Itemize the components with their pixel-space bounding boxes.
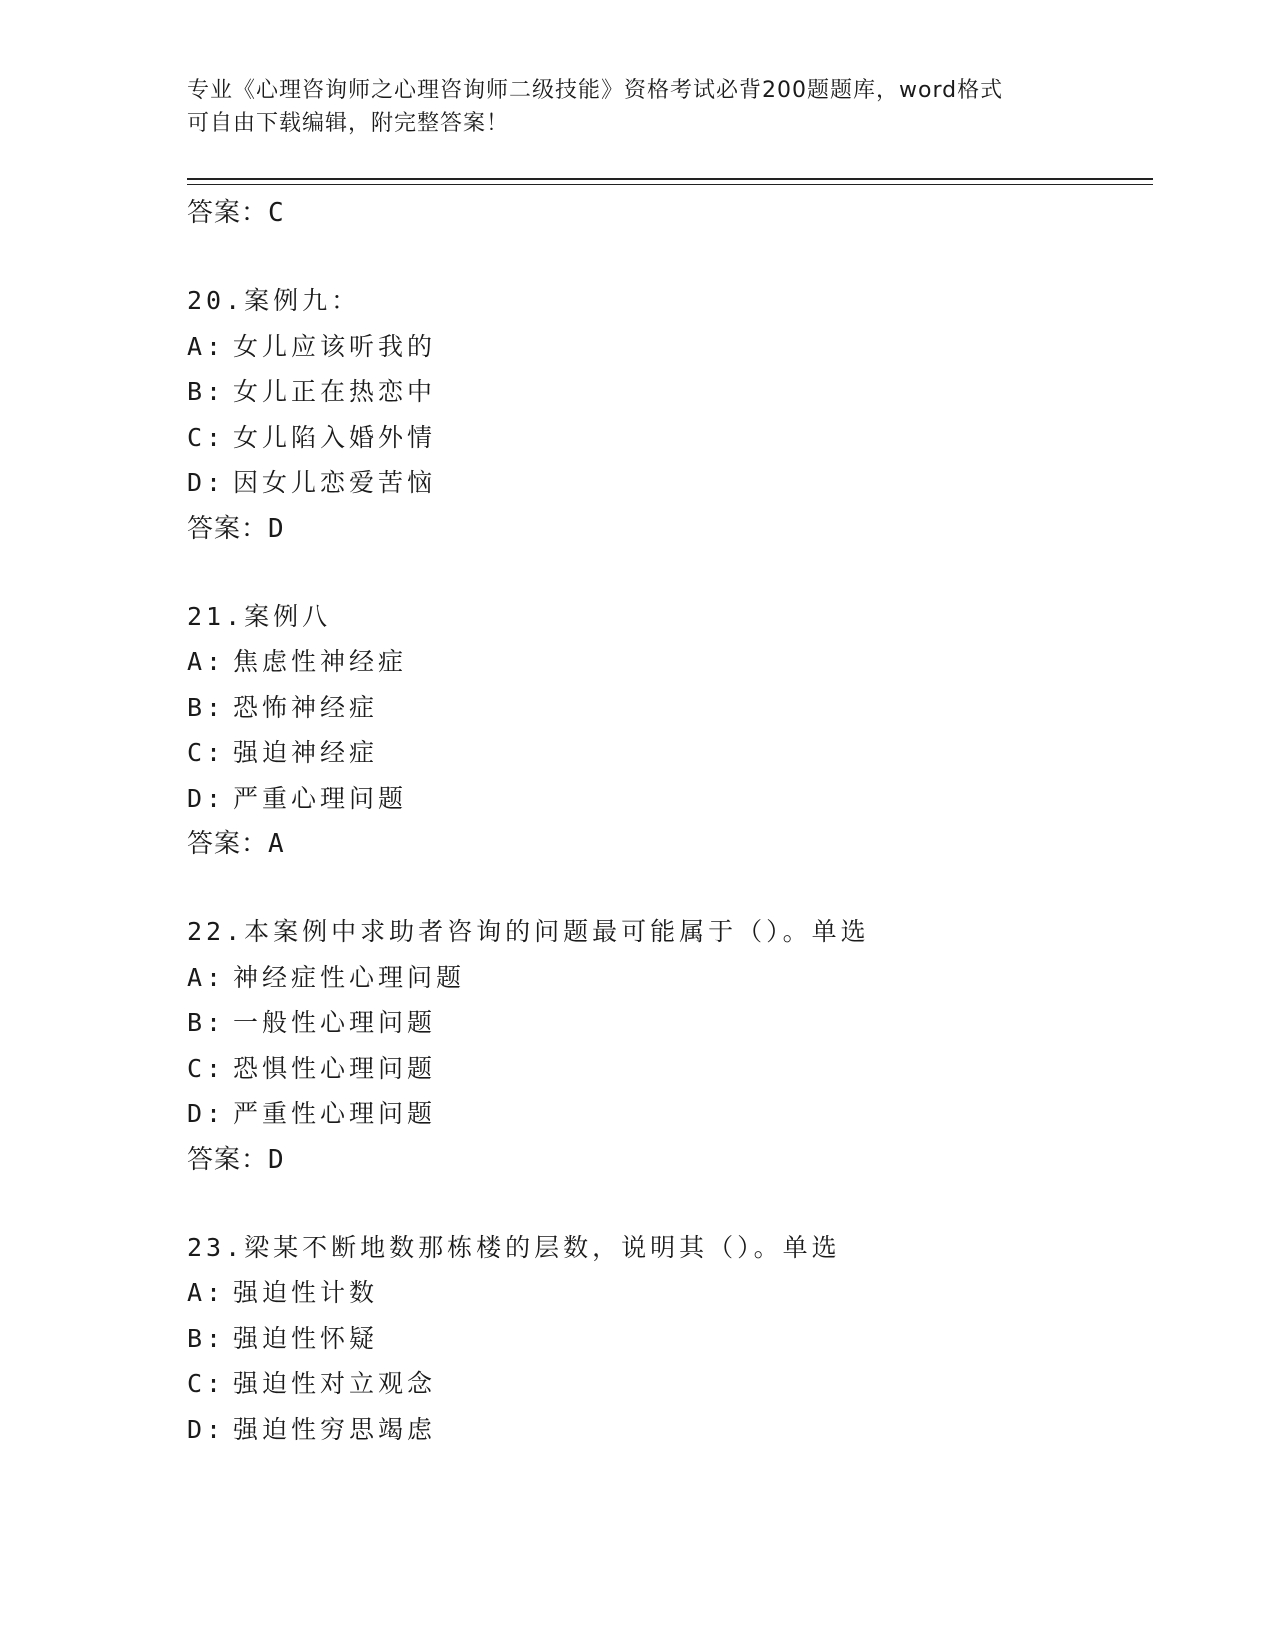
answer-line <box>187 821 1147 867</box>
answer-value: A <box>268 829 285 859</box>
option-c <box>187 415 1147 461</box>
option-b <box>187 685 1147 731</box>
option-key: D: <box>187 783 226 813</box>
option-a <box>187 1270 1147 1316</box>
question-title: 21.案例八 <box>187 601 332 631</box>
option-key: C: <box>187 1053 226 1083</box>
answer-value: C <box>268 198 285 228</box>
option-text: 恐惧性心理问题 <box>233 1053 437 1083</box>
answer-value: D <box>268 1144 285 1175</box>
answer-label: 答案： <box>187 513 269 544</box>
question-block-23 <box>187 1225 1147 1453</box>
option-text: 严重性心理问题 <box>233 1099 437 1128</box>
option-b <box>187 369 1147 415</box>
answer-value: D <box>268 513 285 544</box>
option-key: C: <box>187 738 226 767</box>
option-text: 女儿陷入婚外情 <box>233 422 437 452</box>
option-text: 女儿正在热恋中 <box>233 377 437 406</box>
option-a <box>187 639 1147 685</box>
option-d <box>187 776 1147 822</box>
option-key: A: <box>187 962 226 992</box>
option-text: 因女儿恋爱苦恼 <box>233 468 437 497</box>
option-c <box>187 1046 1147 1092</box>
question-list <box>187 190 1147 1452</box>
option-a <box>187 324 1147 370</box>
question-block-21 <box>187 594 1147 868</box>
answer-line <box>187 506 1147 552</box>
option-b <box>187 1000 1147 1046</box>
option-key: C: <box>187 1369 226 1398</box>
option-text: 焦虑性神经症 <box>233 647 408 676</box>
option-b <box>187 1316 1147 1362</box>
question-title: 22.本案例中求助者咨询的问题最可能属于（）。单选 <box>187 917 870 946</box>
option-text: 恐怖神经症 <box>233 692 379 722</box>
option-key: A: <box>187 1278 226 1307</box>
option-text: 强迫性怀疑 <box>233 1323 379 1353</box>
option-c <box>187 1361 1147 1407</box>
previous-answer <box>187 190 1147 236</box>
option-d <box>187 460 1147 506</box>
option-text: 强迫性穷思竭虑 <box>233 1414 437 1444</box>
option-d <box>187 1091 1147 1137</box>
option-key: D: <box>187 468 226 497</box>
option-key: D: <box>187 1414 226 1444</box>
option-c <box>187 730 1147 776</box>
question-title: 23.梁某不断地数那栋楼的层数，说明其（）。单选 <box>187 1232 841 1262</box>
header-divider-thin <box>187 184 1153 185</box>
option-text: 女儿应该听我的 <box>233 331 437 361</box>
header-line-2: 可自由下载编辑，附完整答案！ <box>187 111 510 136</box>
option-text: 强迫性计数 <box>233 1278 379 1307</box>
option-key: B: <box>187 377 226 406</box>
option-key: B: <box>187 1323 226 1353</box>
option-key: A: <box>187 331 226 361</box>
answer-label: 答案： <box>187 198 269 228</box>
option-text: 一般性心理问题 <box>233 1008 437 1037</box>
header-divider-thick <box>187 178 1153 180</box>
header-line-1: 专业《心理咨询师之心理咨询师二级技能》资格考试必背200题题库，word格式 <box>187 78 1004 103</box>
option-d <box>187 1407 1147 1453</box>
option-text: 强迫性对立观念 <box>233 1369 437 1398</box>
question-block-20 <box>187 278 1147 552</box>
option-text: 强迫神经症 <box>233 738 379 767</box>
option-key: B: <box>187 692 226 722</box>
document-header <box>187 74 1087 140</box>
option-text: 严重心理问题 <box>233 783 408 813</box>
option-key: A: <box>187 647 226 676</box>
question-title: 20.案例九： <box>187 286 361 315</box>
option-key: C: <box>187 422 226 452</box>
answer-label: 答案： <box>187 1144 269 1175</box>
option-key: B: <box>187 1008 226 1037</box>
option-key: D: <box>187 1099 226 1128</box>
option-text: 神经症性心理问题 <box>233 962 466 992</box>
answer-label: 答案： <box>187 829 269 859</box>
answer-line <box>187 1137 1147 1183</box>
option-a <box>187 955 1147 1001</box>
question-block-22 <box>187 909 1147 1183</box>
